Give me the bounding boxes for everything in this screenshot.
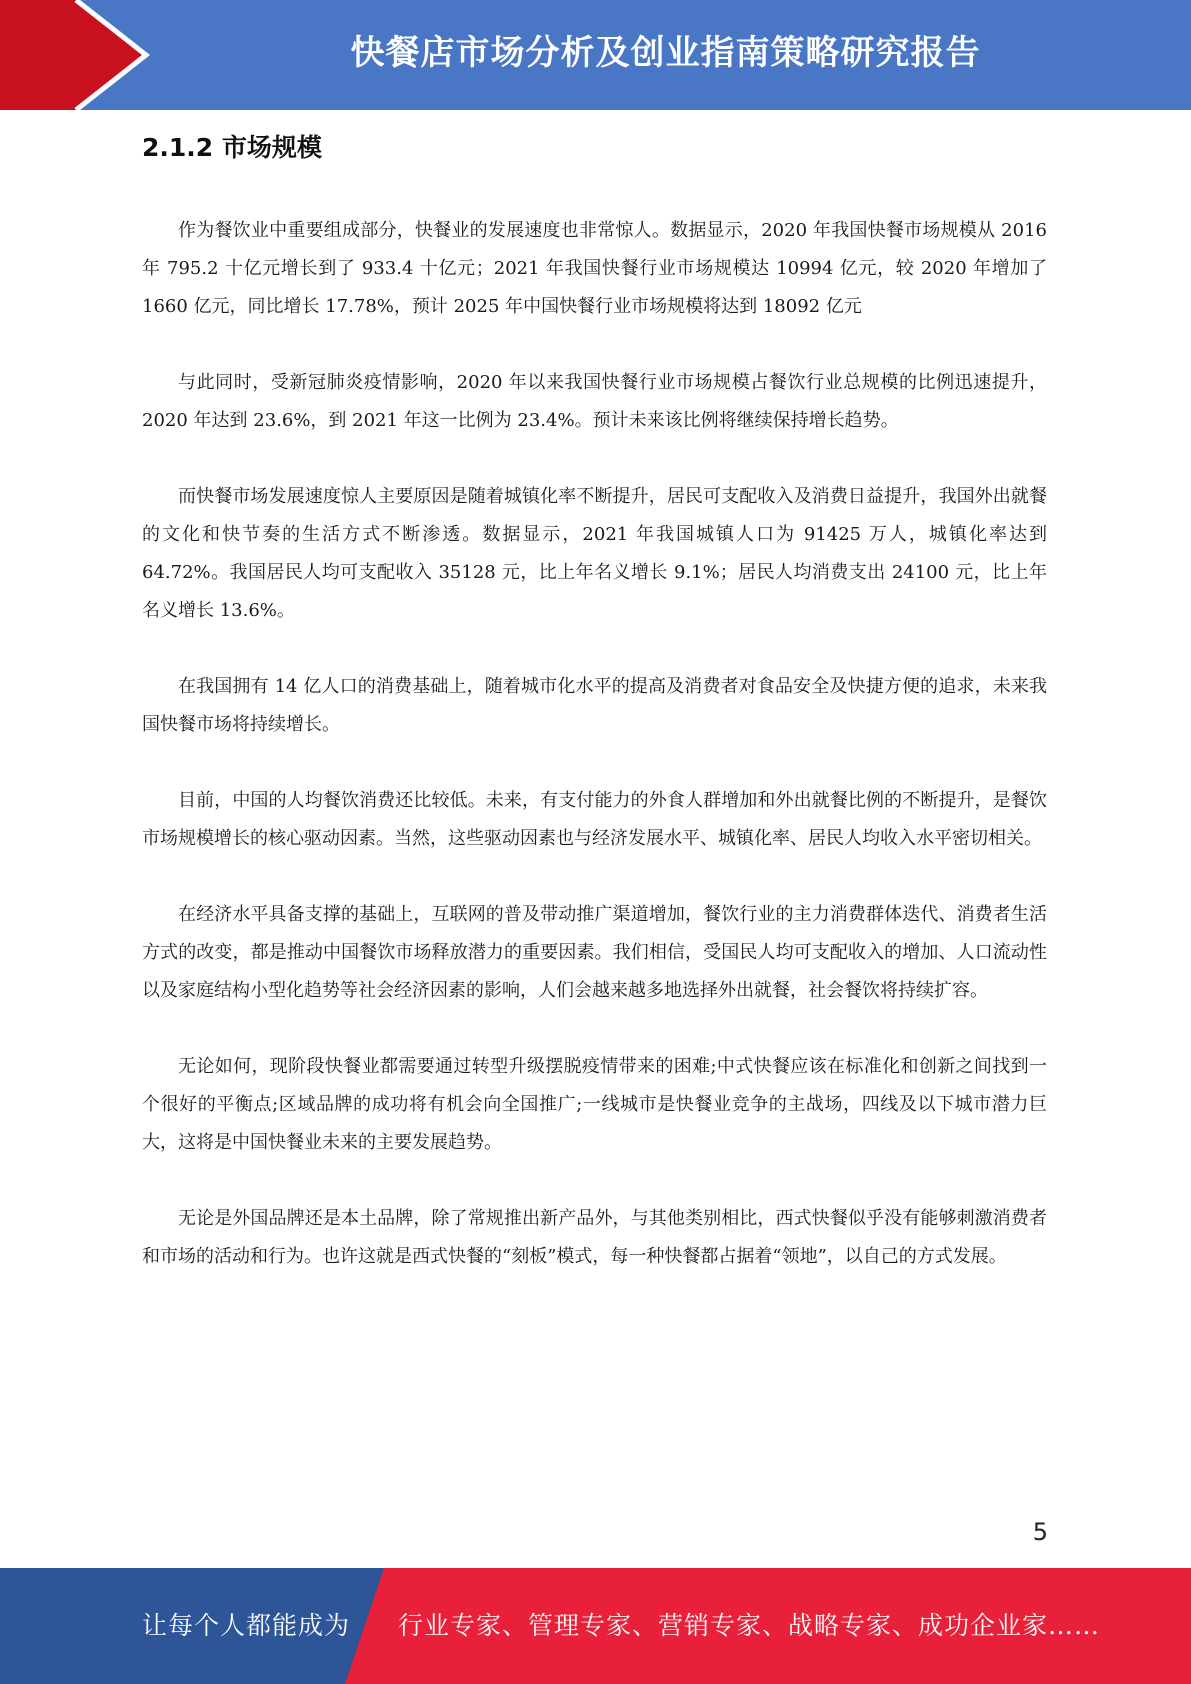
footer-banner [0,1568,1191,1684]
paragraph: 在经济水平具备支撑的基础上，互联网的普及带动推广渠道增加，餐饮行业的主力消费群体迭代、消费者生活方式的改变，都是推动中国餐饮市场释放潜力的重要因素。我们相信，受国民人均可支配收入的增加、人口流动性以及家庭结构小型化趋势等社会经济因素的影响，人们会越来越多地选择外出就餐，社会餐饮将持续扩容。 [142,904,1047,1001]
header-banner [0,0,1191,110]
page-number: 5 [1032,1518,1048,1546]
report-title: 快餐店市场分析及创业指南策略研究报告 [350,33,981,73]
paragraph: 无论如何，现阶段快餐业都需要通过转型升级摆脱疫情带来的困难;中式快餐应该在标准化和创新之间找到一个很好的平衡点;区域品牌的成功将有机会向全国推广;一线城市是快餐业竞争的主战场，四线及以下城市潜力巨大，这将是中国快餐业未来的主要发展趋势。 [142,1056,1047,1153]
footer-tagline: 行业专家、管理专家、营销专家、战略专家、成功企业家…… [398,1611,1101,1640]
footer-slogan: 让每个人都能成为 [142,1611,351,1640]
paragraph: 作为餐饮业中重要组成部分，快餐业的发展速度也非常惊人。数据显示，2020 年我国快餐市场规模从 2016 年 795.2 十亿元增长到了 933.4 十亿元；2021 年我国快餐行业市场规模达 10994 亿元，较 2020 年增加了 1660 亿元，同比增长 17.78%，预计 2025 年中国快餐行业市场规模将达到 18092 亿元 [142,220,1047,317]
paragraph: 目前，中国的人均餐饮消费还比较低。未来，有支付能力的外食人群增加和外出就餐比例的不断提升，是餐饮市场规模增长的核心驱动因素。当然，这些驱动因素也与经济发展水平、城镇化率、居民人均收入水平密切相关。 [142,790,1047,849]
paragraph: 在我国拥有 14 亿人口的消费基础上，随着城市化水平的提高及消费者对食品安全及快捷方便的追求，未来我国快餐市场将持续增长。 [142,676,1047,735]
section-heading: 2.1.2 市场规模 [142,133,322,162]
paragraph: 与此同时，受新冠肺炎疫情影响，2020 年以来我国快餐行业市场规模占餐饮行业总规模的比例迅速提升，2020 年达到 23.6%，到 2021 年这一比例为 23.4%。预计未来该比例将继续保持增长趋势。 [142,372,1047,431]
paragraph: 无论是外国品牌还是本土品牌，除了常规推出新产品外，与其他类别相比，西式快餐似乎没有能够刺激消费者和市场的活动和行为。也许这就是西式快餐的“刻板”模式，每一种快餐都占据着“领地”，以自己的方式发展。 [142,1208,1047,1267]
document-body [142,128,1047,1314]
paragraph: 而快餐市场发展速度惊人主要原因是随着城镇化率不断提升，居民可支配收入及消费日益提升，我国外出就餐的文化和快节奏的生活方式不断渗透。数据显示，2021 年我国城镇人口为 91425 万人，城镇化率达到 64.72%。我国居民人均可支配收入 35128 元，比上年名义增长 9.1%；居民人均消费支出 24100 元，比上年名义增长 13.6%。 [142,486,1047,621]
